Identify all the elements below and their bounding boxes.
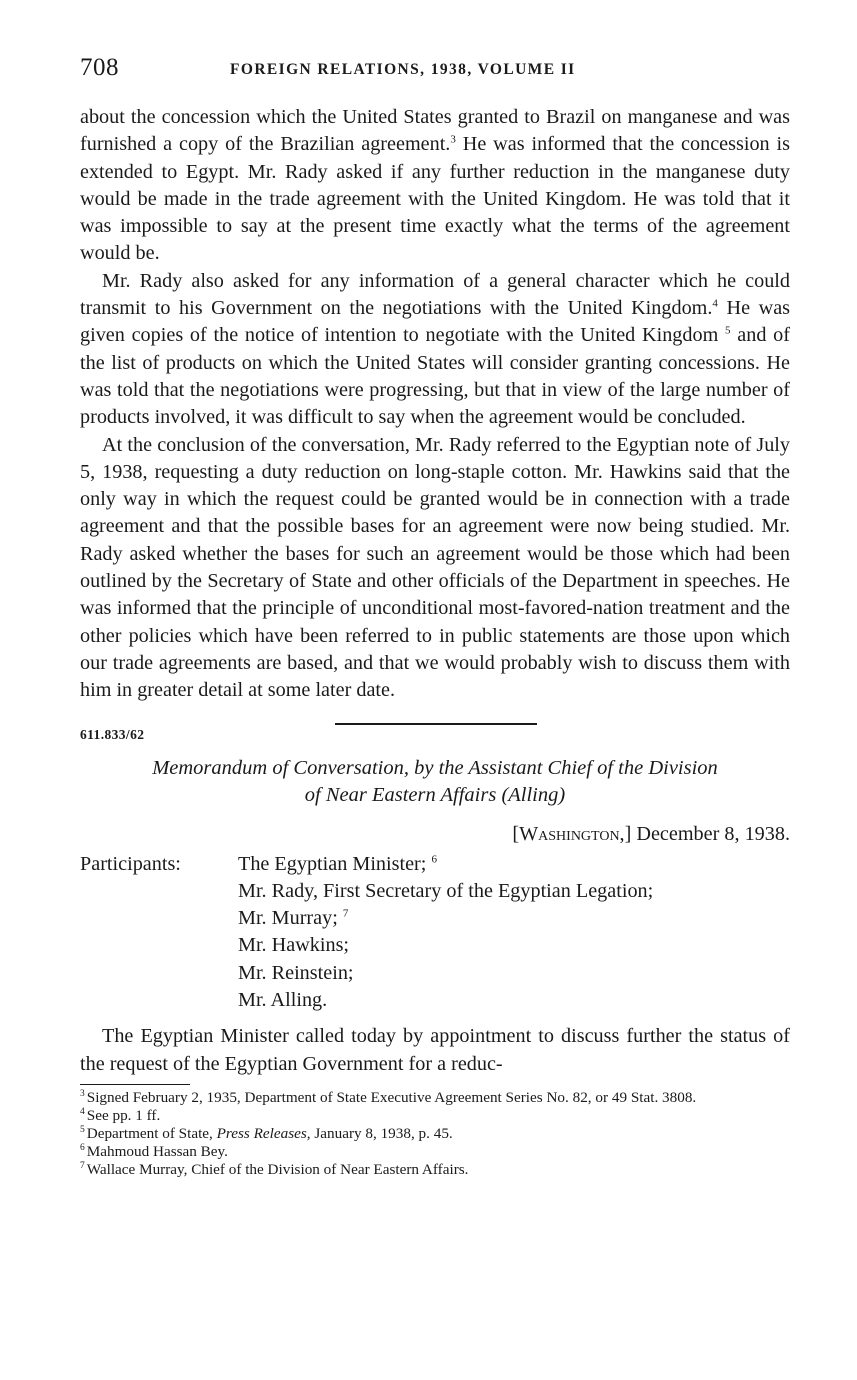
participant-item (238, 987, 790, 1014)
page-number: 708 (80, 54, 119, 81)
memo-title-line-2: of Near Eastern Affairs (Alling) (304, 783, 566, 806)
paragraph-1-text-a: about the concession which the United States granted to Brazil on manganese and was furnished a copy of the Brazilian agreement. (80, 106, 790, 156)
dateline-place: [Washington,] (512, 822, 632, 845)
footnote-text: Mahmoud Hassan Bey. (86, 1142, 228, 1160)
paragraph-1-text-b: He was informed that the concession is extended to Egypt. Mr. Rady asked if any further reduction in the manganese duty would be made in the trade agreement with the United Kingdom. He was told that it was impossible to say at the present time exactly what the terms of the agreement would be. (80, 133, 790, 265)
document-page (80, 54, 790, 1178)
footnote-ref-4: 4 (712, 297, 718, 310)
participant-name: Mr. Reinstein; (238, 961, 354, 984)
running-head: FOREIGN RELATIONS, 1938, VOLUME II (230, 61, 576, 78)
body-text (80, 104, 790, 705)
participant-name: Mr. Murray; (238, 907, 338, 930)
footnote-mark: 3 (80, 1089, 85, 1100)
footnote-5 (80, 1125, 790, 1143)
footnote-text: Wallace Murray, Chief of the Division of Near Eastern Affairs. (86, 1160, 469, 1178)
dateline (80, 823, 790, 846)
footnote-ref-5: 5 (725, 324, 731, 337)
footnote-mark: 6 (80, 1142, 85, 1153)
participant-item (238, 932, 790, 959)
paragraph-2-text-a: Mr. Rady also asked for any information of a general character which he could transmit to his Government on the negotiations with the United Kingdom. (80, 269, 790, 320)
file-number: 611.833/62 (80, 726, 145, 742)
memo-title-line-1: Memorandum of Conversation, by the Assistant Chief of the Division (152, 756, 718, 779)
participant-name: The Egyptian Minister; (238, 852, 427, 875)
dateline-date: December 8, 1938. (631, 822, 790, 845)
participant-name: Mr. Alling. (238, 989, 328, 1012)
footnote-text-a: Department of State, (86, 1125, 217, 1142)
paragraph-2-text-b: He was given copies of the notice of intention to negotiate with the United Kingdom (80, 297, 791, 347)
paragraph-1 (80, 104, 790, 268)
page-header (80, 54, 790, 88)
footnote-mark: 7 (80, 1160, 85, 1171)
footnote-italic-title: Press Releases, (216, 1125, 311, 1142)
participant-name: Mr. Rady, First Secretary of the Egyptian Legation; (238, 879, 654, 902)
closing-paragraph: The Egyptian Minister called today by appointment to discuss further the status of the request of the Egyptian Government for a reduc- (80, 1025, 790, 1075)
paragraph-2-text-c: and of the list of products on which the United States will consider granting concessions. He was told that the negotiations were progressing, but that in view of the large number of products involved, it was difficult to say when the agreement would be concluded. (80, 324, 790, 429)
footnote-ref-3: 3 (450, 133, 456, 146)
participants-list (238, 851, 790, 1015)
footnote-mark: 5 (80, 1124, 85, 1135)
memo-title (80, 755, 790, 809)
section-divider (335, 723, 537, 725)
footnote-ref-7: 7 (342, 907, 349, 920)
paragraph-2 (80, 268, 790, 432)
participant-item (238, 851, 790, 878)
footnote-3 (80, 1089, 790, 1107)
participant-name: Mr. Hawkins; (238, 934, 350, 957)
footnote-text: See pp. 1 ff. (86, 1107, 161, 1125)
footnote-mark: 4 (80, 1107, 85, 1118)
participants-block (80, 851, 790, 1015)
participants-label: Participants: (80, 852, 181, 875)
footnote-divider (80, 1084, 190, 1086)
participant-item (238, 960, 790, 987)
footnote-6 (80, 1143, 790, 1161)
footnote-text-b: January 8, 1938, p. 45. (310, 1125, 453, 1142)
participant-item (238, 905, 790, 932)
footnote-ref-6: 6 (431, 852, 437, 865)
footnotes (80, 1089, 790, 1178)
paragraph-3: At the conclusion of the conversation, Mr. Rady referred to the Egyptian note of July 5, 1938, requesting a duty reduction on long-staple cotton. Mr. Hawkins said that the only way in which the request could be granted would be in connection with a trade agreement and that the possible bases for an agreement were now being studied. Mr. Rady asked whether the bases for such an agreement would be those which had been outlined by the Secretary of State and other officials of the Department in speeches. He was informed that the principle of unconditional most-favored-nation treatment and the other policies which have been referred to in public statements are those upon which our trade agreements are based, and that we would probably wish to discuss them with him in greater detail at some later date. (80, 433, 790, 702)
document-separator-row (80, 721, 790, 751)
footnote-4 (80, 1107, 790, 1125)
footnote-text: Signed February 2, 1935, Department of State Executive Agreement Series No. 82, or 49 Stat. 3808. (86, 1089, 697, 1107)
footnote-7 (80, 1161, 790, 1179)
participant-item (238, 878, 790, 905)
